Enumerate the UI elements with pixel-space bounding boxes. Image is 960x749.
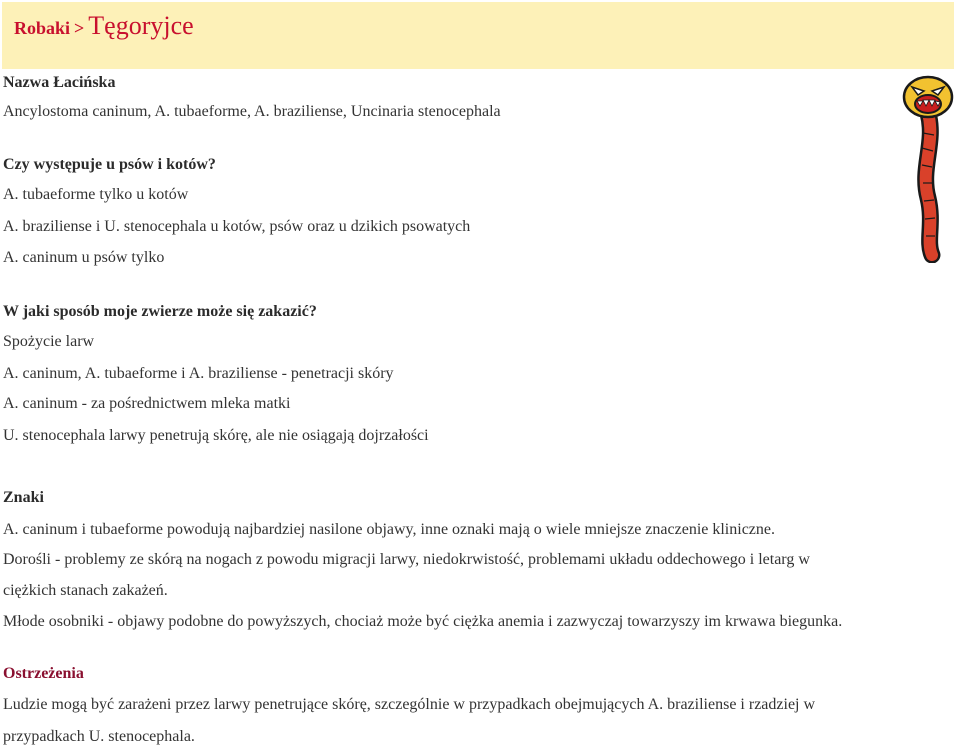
breadcrumb-link-robaki[interactable]: Robaki bbox=[14, 18, 71, 38]
signs-line: ciężkich stanach zakażeń. bbox=[3, 582, 168, 599]
infection-line: A. caninum - za pośrednictwem mleka matki bbox=[3, 395, 291, 412]
warnings-line: Ludzie mogą być zarażeni przez larwy penetrujące skórę, szczególnie w przypadkach obejmujących A. braziliense i rzadziej w bbox=[3, 696, 816, 713]
page-title: Tęgoryjce bbox=[88, 11, 194, 40]
signs-line: Dorośli - problemy ze skórą na nogach z powodu migracji larwy, niedokrwistość, problemami układu oddechowego i letarg w bbox=[3, 551, 810, 568]
breadcrumb-separator: > bbox=[74, 18, 85, 38]
section-heading-occurrence: Czy występuje u psów i kotów? bbox=[3, 156, 216, 173]
warnings-line: przypadkach U. stenocephala. bbox=[3, 728, 195, 745]
occurrence-line: A. caninum u psów tylko bbox=[3, 249, 165, 266]
signs-line: Młode osobniki - objawy podobne do powyższych, chociaż może być ciężka anemia i zazwyczaj towarzyszy im krwawa biegunka. bbox=[3, 613, 843, 630]
section-heading-latin-name: Nazwa Łacińska bbox=[3, 74, 116, 91]
worm-cartoon-icon bbox=[898, 73, 958, 263]
occurrence-line: A. tubaeforme tylko u kotów bbox=[3, 186, 189, 203]
occurrence-line: A. braziliense i U. stenocephala u kotów, psów oraz u dzikich psowatych bbox=[3, 218, 471, 235]
page-header bbox=[2, 2, 954, 69]
breadcrumb bbox=[14, 11, 194, 41]
infection-line: A. caninum, A. tubaeforme i A. braziliense - penetracji skóry bbox=[3, 365, 394, 382]
latin-name-text: Ancylostoma caninum, A. tubaeforme, A. braziliense, Uncinaria stenocephala bbox=[3, 103, 501, 120]
infection-line: Spożycie larw bbox=[3, 333, 95, 350]
section-heading-warnings: Ostrzeżenia bbox=[3, 665, 84, 682]
section-heading-signs: Znaki bbox=[3, 489, 44, 506]
infection-line: U. stenocephala larwy penetrują skórę, ale nie osiągają dojrzałości bbox=[3, 427, 429, 444]
signs-line: A. caninum i tubaeforme powodują najbardziej nasilone objawy, inne oznaki mają o wiele mniejsze znaczenie kliniczne. bbox=[3, 521, 775, 538]
section-heading-infection: W jaki sposób moje zwierze może się zakazić? bbox=[3, 303, 317, 320]
